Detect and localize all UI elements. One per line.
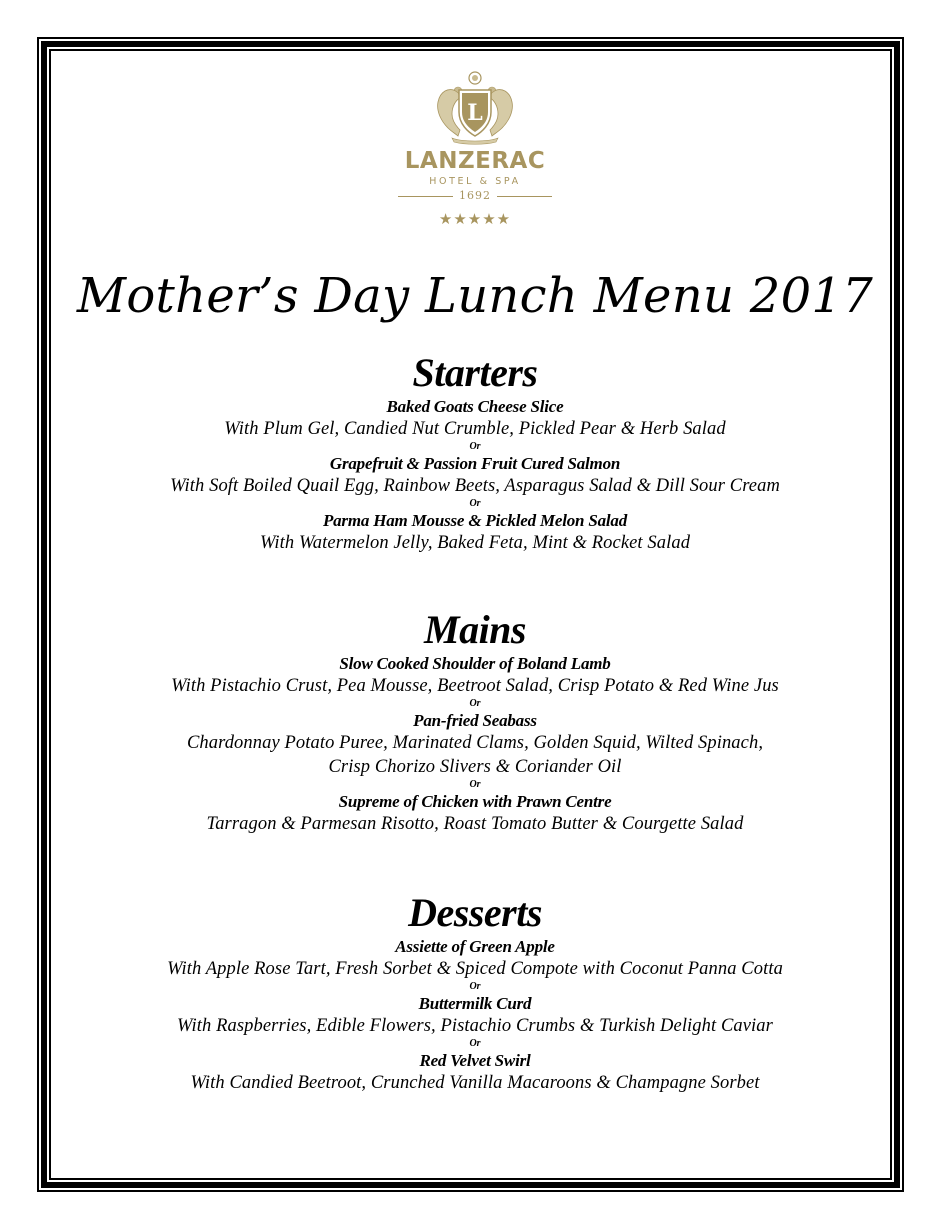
or-separator: Or [469, 1038, 481, 1049]
dish-name: Assiette of Green Apple [395, 937, 555, 956]
svg-text:L: L [467, 100, 483, 126]
or-separator: Or [469, 981, 481, 992]
dish-name: Pan-fried Seabass [413, 711, 537, 730]
dish-description: With Apple Rose Tart, Fresh Sorbet & Spiced Compote with Coconut Panna Cotta [167, 959, 783, 979]
dish-name: Supreme of Chicken with Prawn Centre [338, 792, 612, 811]
page-title: Mother’s Day Lunch Menu 2017 [76, 268, 874, 324]
menu-section-starters [0, 350, 950, 555]
dish-description: With Watermelon Jelly, Baked Feta, Mint & Rocket Salad [259, 533, 691, 553]
menu-section-mains [0, 607, 950, 836]
brand-year: 1692 [459, 189, 491, 202]
dish-name: Grapefruit & Passion Fruit Cured Salmon [329, 454, 621, 473]
star-rating-icon: ★★★★★ [438, 210, 512, 228]
flourish-right [497, 196, 552, 197]
dish-name: Slow Cooked Shoulder of Boland Lamb [339, 654, 611, 673]
dish-description: With Raspberries, Edible Flowers, Pistachio Crumbs & Turkish Delight Caviar [177, 1016, 773, 1036]
or-separator: Or [469, 779, 481, 790]
dish-description: Tarragon & Parmesan Risotto, Roast Tomato Butter & Courgette Salad [206, 814, 744, 834]
dish-name: Buttermilk Curd [418, 994, 532, 1013]
crest-icon [430, 70, 520, 146]
dish-description: Chardonnay Potato Puree, Marinated Clams, Golden Squid, Wilted Spinach, [186, 733, 764, 753]
menu-section-desserts [0, 890, 950, 1095]
dish-description: With Pistachio Crust, Pea Mousse, Beetroot Salad, Crisp Potato & Red Wine Jus [171, 676, 779, 696]
dish-description: With Candied Beetroot, Crunched Vanilla Macaroons & Champagne Sorbet [190, 1073, 760, 1093]
or-separator: Or [469, 498, 481, 509]
dish-name: Baked Goats Cheese Slice [386, 397, 564, 416]
brand-name: LANZERAC [404, 148, 546, 174]
section-heading: Desserts [408, 890, 542, 935]
dish-name: Red Velvet Swirl [419, 1051, 531, 1070]
brand-year-row [395, 189, 555, 203]
flourish-left [398, 196, 453, 197]
section-heading: Starters [412, 350, 538, 395]
dish-description: With Plum Gel, Candied Nut Crumble, Pickled Pear & Herb Salad [224, 419, 726, 439]
or-separator: Or [469, 441, 481, 452]
section-heading: Mains [424, 607, 526, 652]
hotel-logo [375, 70, 575, 235]
dish-description: Crisp Chorizo Slivers & Coriander Oil [328, 757, 622, 777]
brand-subtitle: HOTEL & SPA [429, 176, 521, 187]
dish-name: Parma Ham Mousse & Pickled Melon Salad [322, 511, 628, 530]
or-separator: Or [469, 698, 481, 709]
dish-description: With Soft Boiled Quail Egg, Rainbow Beets, Asparagus Salad & Dill Sour Cream [170, 476, 780, 496]
